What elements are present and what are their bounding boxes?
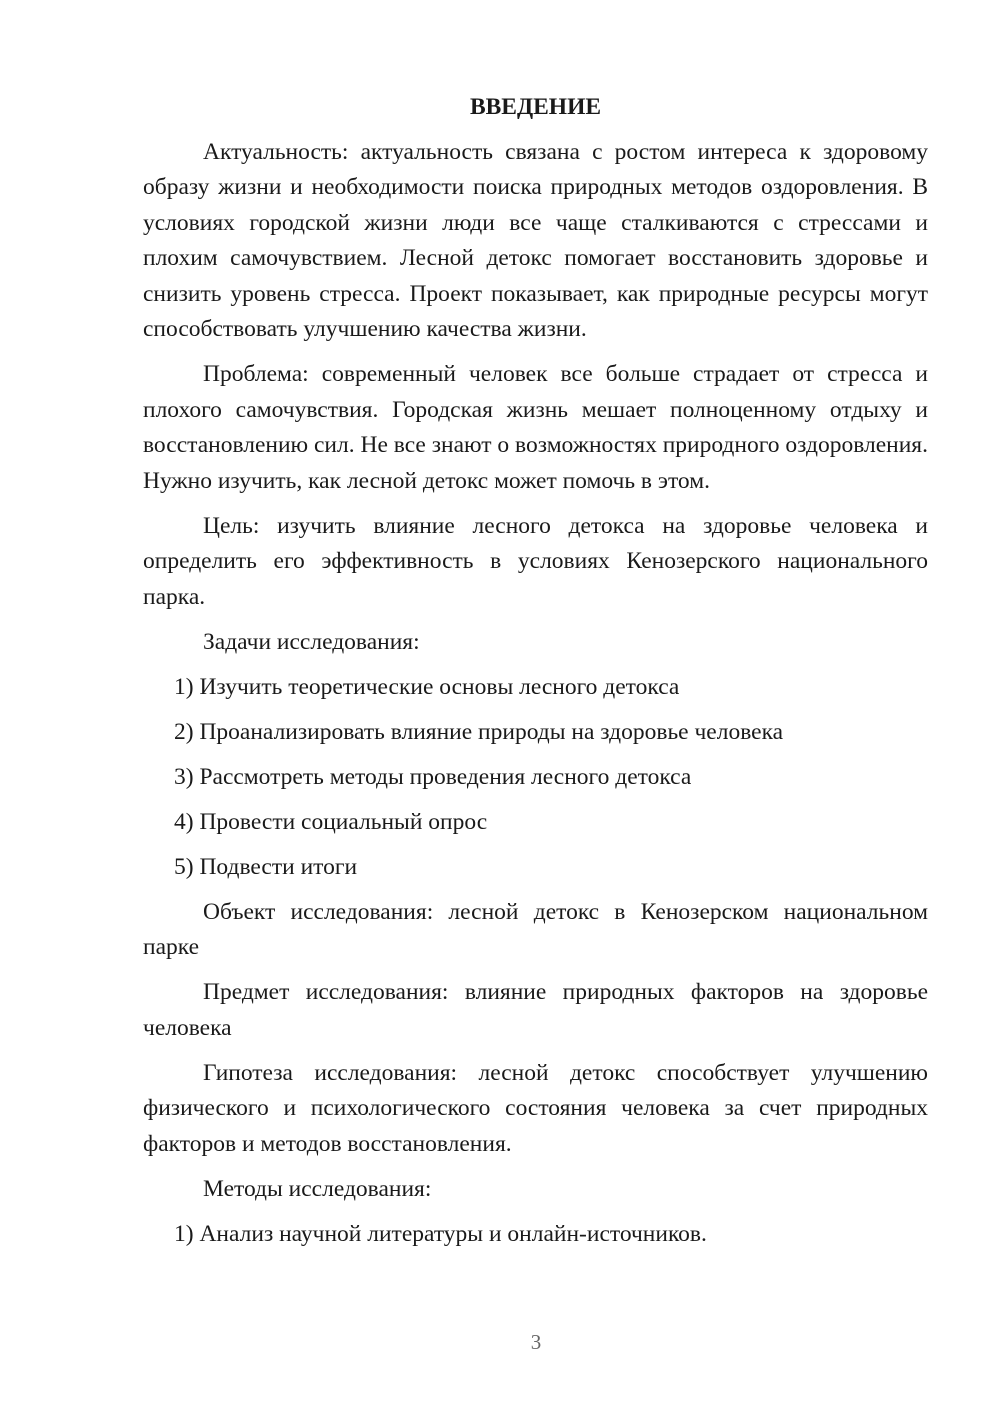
paragraph-hypothesis: Гипотеза исследования: лесной детокс способствует улучшению физического и психологического состояния человека за счет природных факторов и методов восстановления. [143, 1059, 928, 1157]
paragraph-relevance: Актуальность: актуальность связана с ростом интереса к здоровому образу жизни и необходимости поиска природных методов оздоровления. В условиях городской жизни люди все чаще сталкиваются с стрессами и плохим самочувствием. Лесной детокс помогает восстановить здоровье и снизить уровень стресса. Проект показывает, как природные ресурсы могут способствовать улучшению качества жизни. [143, 138, 928, 342]
paragraph-goal: Цель: изучить влияние лесного детокса на здоровье человека и определить его эффективность в условиях Кенозерского национального парка. [143, 512, 928, 610]
section-title: ВВЕДЕНИЕ [469, 94, 602, 120]
document-page [143, 90, 928, 1262]
task-item: 2) Проанализировать влияние природы на здоровье человека [174, 718, 784, 745]
methods-heading: Методы исследования: [203, 1175, 432, 1202]
paragraph-object: Объект исследования: лесной детокс в Кенозерском национальном парке [143, 898, 928, 960]
paragraph-subject: Предмет исследования: влияние природных факторов на здоровье человека [143, 979, 928, 1041]
paragraph-problem: Проблема: современный человек все больше страдает от стресса и плохого самочувствия. Городская жизнь мешает полноценному отдыху и восстановлению сил. Не все знают о возможностях природного оздоровления. Нужно изучить, как лесной детокс может помочь в этом. [143, 361, 928, 494]
tasks-heading: Задачи исследования: [203, 628, 420, 655]
method-item: 1) Анализ научной литературы и онлайн-источников. [174, 1220, 707, 1247]
task-item: 1) Изучить теоретические основы лесного детокса [174, 673, 680, 700]
task-item: 5) Подвести итоги [174, 853, 358, 880]
task-item: 3) Рассмотреть методы проведения лесного детокса [174, 763, 692, 790]
task-item: 4) Провести социальный опрос [174, 808, 488, 835]
page-number: 3 [530, 1330, 542, 1354]
